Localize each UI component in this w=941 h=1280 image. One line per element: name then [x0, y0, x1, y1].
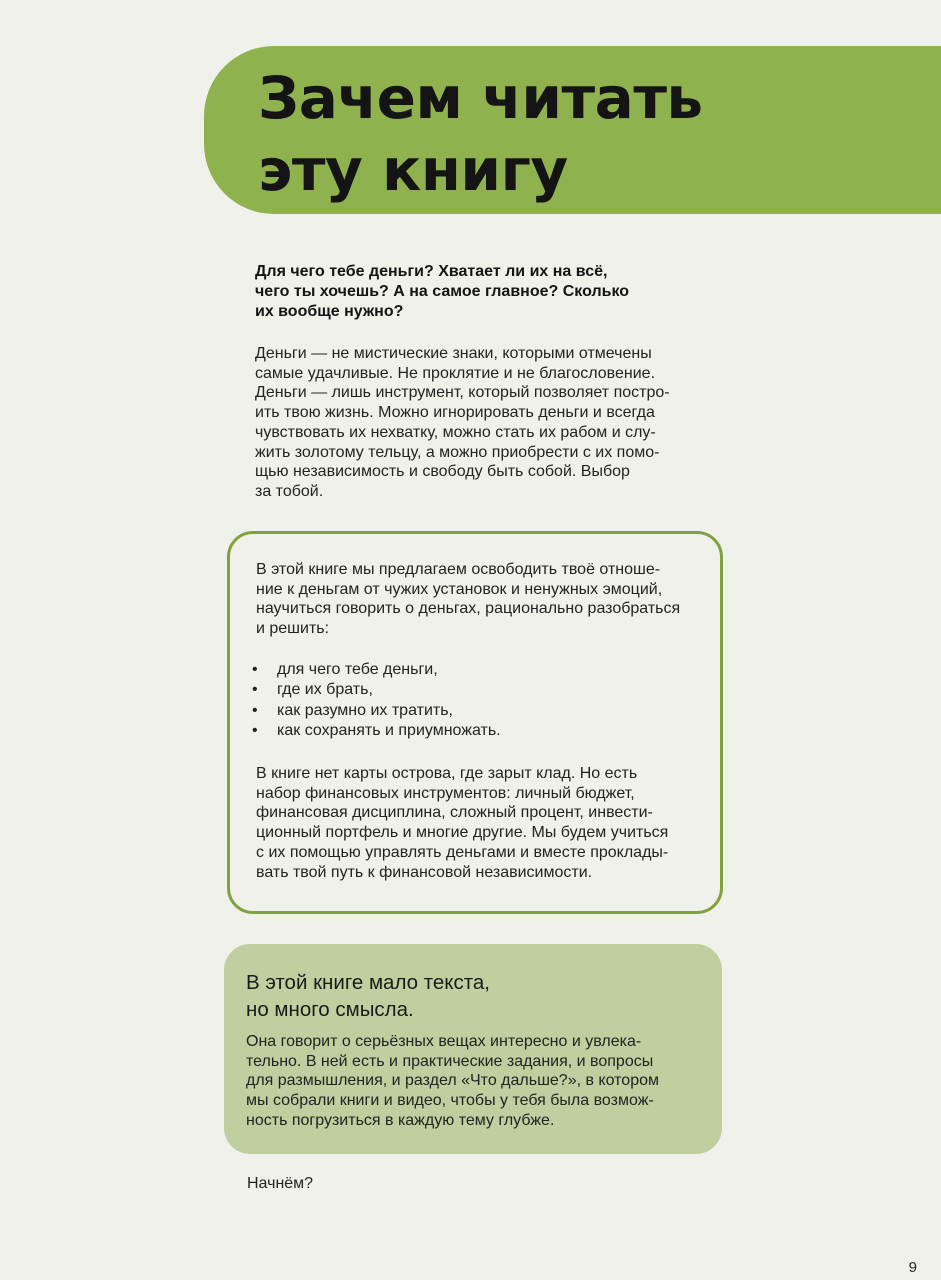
list-item-text: как разумно их тратить,	[277, 701, 453, 719]
page-title: Зачем читать эту книгу	[258, 64, 703, 204]
list-item	[250, 680, 670, 700]
list-item-text: как сохранять и приумножать.	[277, 721, 501, 739]
goals-list	[250, 660, 670, 741]
closing-question: Начнём?	[247, 1175, 314, 1192]
bullet-icon: •	[252, 701, 258, 719]
list-item	[250, 721, 670, 741]
intro-questions: Для чего тебе деньги? Хватает ли их на всё, чего ты хочешь? А на самое главное? Сколько их вообще нужно?	[255, 263, 630, 320]
bullet-icon: •	[252, 721, 258, 739]
box-paragraph-2: В книге нет карты острова, где зарыт клад. Но есть набор финансовых инструментов: личный бюджет, финансовая дисциплина, сложный процент, инвести- ционный портфель и многие другие. Мы будем учиться с их помощью управлять деньгами и вместе проклады- вать твой путь к финансовой независимости.	[256, 765, 669, 881]
list-item	[250, 660, 670, 680]
list-item-text: для чего тебе деньги,	[277, 661, 438, 678]
card-body: Она говорит о серьёзных вещах интересно и увлека- тельно. В ней есть и практические задания, и вопросы для размышления, и раздел «Что дальше?», в котором мы собрали книги и видео, чтобы у тебя была возмож- ность погрузиться в каждую тему глубже.	[246, 1033, 659, 1129]
page-number: 9	[908, 1259, 917, 1276]
intro-paragraph: Деньги — не мистические знаки, которыми отмечены самые удачливые. Не проклятие и не благословение. Деньги — лишь инструмент, который позволяет постро- ить твою жизнь. Можно игнорировать деньги и всегда чувствовать их нехватку, можно стать их рабом и слу- жить золотому тельцу, а можно приобрести с их помо- щью независимость и свободу быть собой. Выбор за тобой.	[255, 345, 670, 500]
box-paragraph-1: В этой книге мы предлагаем освободить твоё отноше- ние к деньгам от чужих установок и ненужных эмоций, научиться говорить о деньгах, рационально разобраться и решить:	[256, 561, 681, 638]
bullet-icon: •	[252, 661, 258, 678]
list-item-text: где их брать,	[277, 681, 373, 699]
bullet-icon: •	[252, 681, 258, 699]
card-heading: В этой книге мало текста, но много смысла.	[246, 971, 490, 1021]
list-item	[250, 701, 670, 721]
